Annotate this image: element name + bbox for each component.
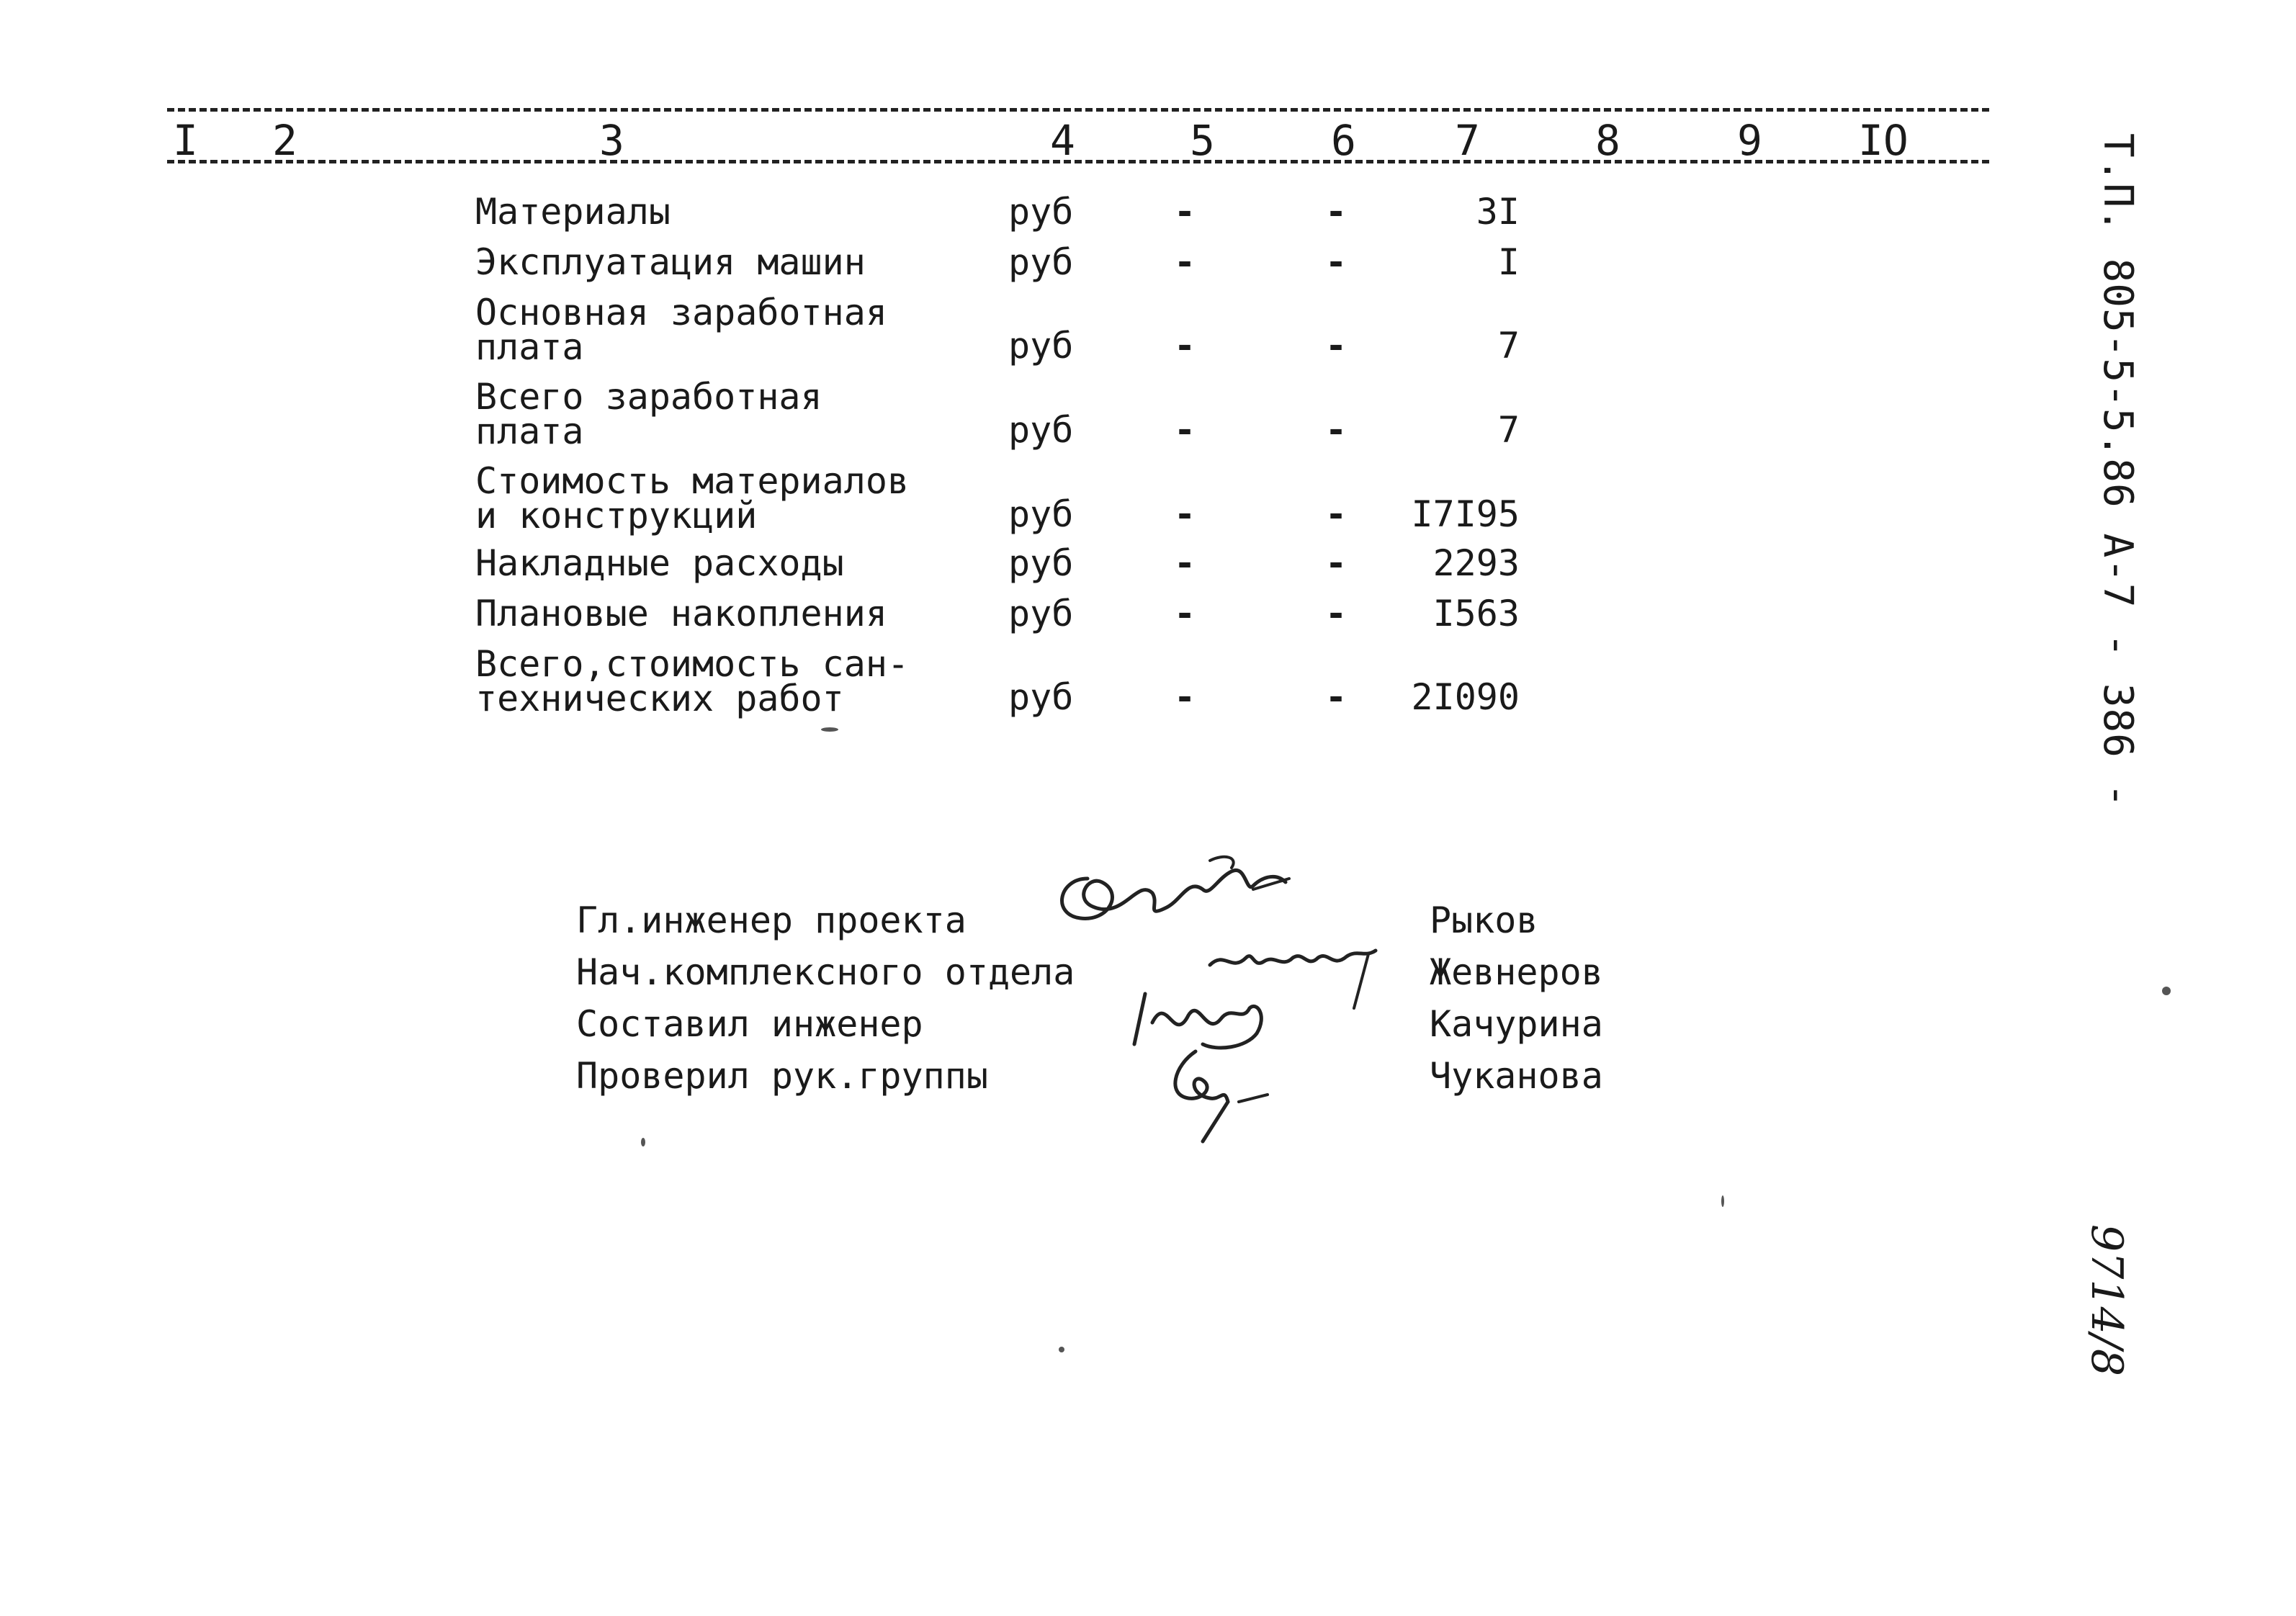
signature-name: Чуканова: [1430, 1055, 1603, 1097]
row-column-5: -: [1174, 542, 1196, 584]
header-rule-top: [167, 108, 1989, 112]
column-number-7: 7: [1455, 116, 1480, 165]
column-number-1: I: [173, 116, 198, 165]
row-column-6: -: [1325, 493, 1347, 535]
row-unit: руб: [1008, 191, 1074, 233]
row-column-5: -: [1174, 493, 1196, 535]
column-number-4: 4: [1050, 116, 1075, 165]
row-column-7: 2I090: [1411, 676, 1520, 718]
row-unit: руб: [1008, 325, 1074, 367]
signature-name: Качурина: [1430, 1003, 1603, 1045]
row-description: Материалы: [475, 191, 671, 233]
row-description: Всего,стоимость сан- технических работ: [475, 643, 910, 719]
row-column-5: -: [1174, 593, 1196, 634]
handwritten-signature-ryikov: [1037, 850, 1311, 943]
scan-speck: [641, 1138, 645, 1146]
column-number-8: 8: [1595, 116, 1620, 165]
row-description: Эксплуатация машин: [475, 241, 866, 283]
row-description: Основная заработная плата: [475, 292, 887, 368]
row-unit: руб: [1008, 593, 1074, 634]
column-number-5: 5: [1190, 116, 1215, 165]
row-column-5: -: [1174, 676, 1196, 718]
row-column-6: -: [1325, 241, 1347, 283]
scan-speck: [1721, 1195, 1724, 1207]
row-column-6: -: [1325, 593, 1347, 634]
row-description: Накладные расходы: [475, 542, 844, 584]
column-number-2: 2: [272, 116, 297, 165]
side-document-code: Т.П. 805-5-5.86 А-7 - 386 -: [2094, 133, 2141, 809]
column-number-10: IO: [1858, 116, 1909, 165]
column-number-9: 9: [1737, 116, 1762, 165]
row-unit: руб: [1008, 542, 1074, 584]
row-column-6: -: [1325, 542, 1347, 584]
row-column-7: I: [1497, 241, 1520, 283]
row-column-7: 2293: [1432, 542, 1520, 584]
row-description: Стоимость материалов и конструкций: [475, 460, 910, 537]
row-unit: руб: [1008, 493, 1074, 535]
row-unit: руб: [1008, 409, 1074, 451]
column-number-6: 6: [1331, 116, 1356, 165]
row-column-7: 7: [1497, 325, 1520, 367]
row-column-6: -: [1325, 409, 1347, 451]
signature-title: Гл.инженер проекта: [576, 899, 967, 941]
header-rule-bottom: [167, 160, 1989, 163]
handwritten-archive-number: 9714/8: [2081, 1224, 2132, 1377]
row-column-6: -: [1325, 191, 1347, 233]
row-description: Всего заработная плата: [475, 376, 822, 452]
signature-title: Проверил рук.группы: [576, 1055, 988, 1097]
row-column-6: -: [1325, 676, 1347, 718]
scan-speck: [821, 727, 838, 732]
row-column-7: 3I: [1476, 191, 1520, 233]
scan-speck: [1059, 1347, 1064, 1352]
handwritten-signature-chukanova: [1160, 1037, 1282, 1145]
row-unit: руб: [1008, 676, 1074, 718]
row-column-7: I563: [1432, 593, 1520, 634]
row-column-7: I7I95: [1411, 493, 1520, 535]
signature-title: Нач.комплексного отдела: [576, 951, 1075, 993]
row-description: Плановые накопления: [475, 593, 887, 634]
row-column-7: 7: [1497, 409, 1520, 451]
signature-title: Составил инженер: [576, 1003, 923, 1045]
signature-name: Жевнеров: [1430, 951, 1603, 993]
signature-name: Рыков: [1430, 899, 1538, 941]
column-number-3: 3: [599, 116, 624, 165]
row-column-5: -: [1174, 191, 1196, 233]
row-column-5: -: [1174, 325, 1196, 367]
row-column-5: -: [1174, 409, 1196, 451]
row-column-6: -: [1325, 325, 1347, 367]
scan-speck: [2162, 987, 2171, 995]
row-column-5: -: [1174, 241, 1196, 283]
row-unit: руб: [1008, 241, 1074, 283]
